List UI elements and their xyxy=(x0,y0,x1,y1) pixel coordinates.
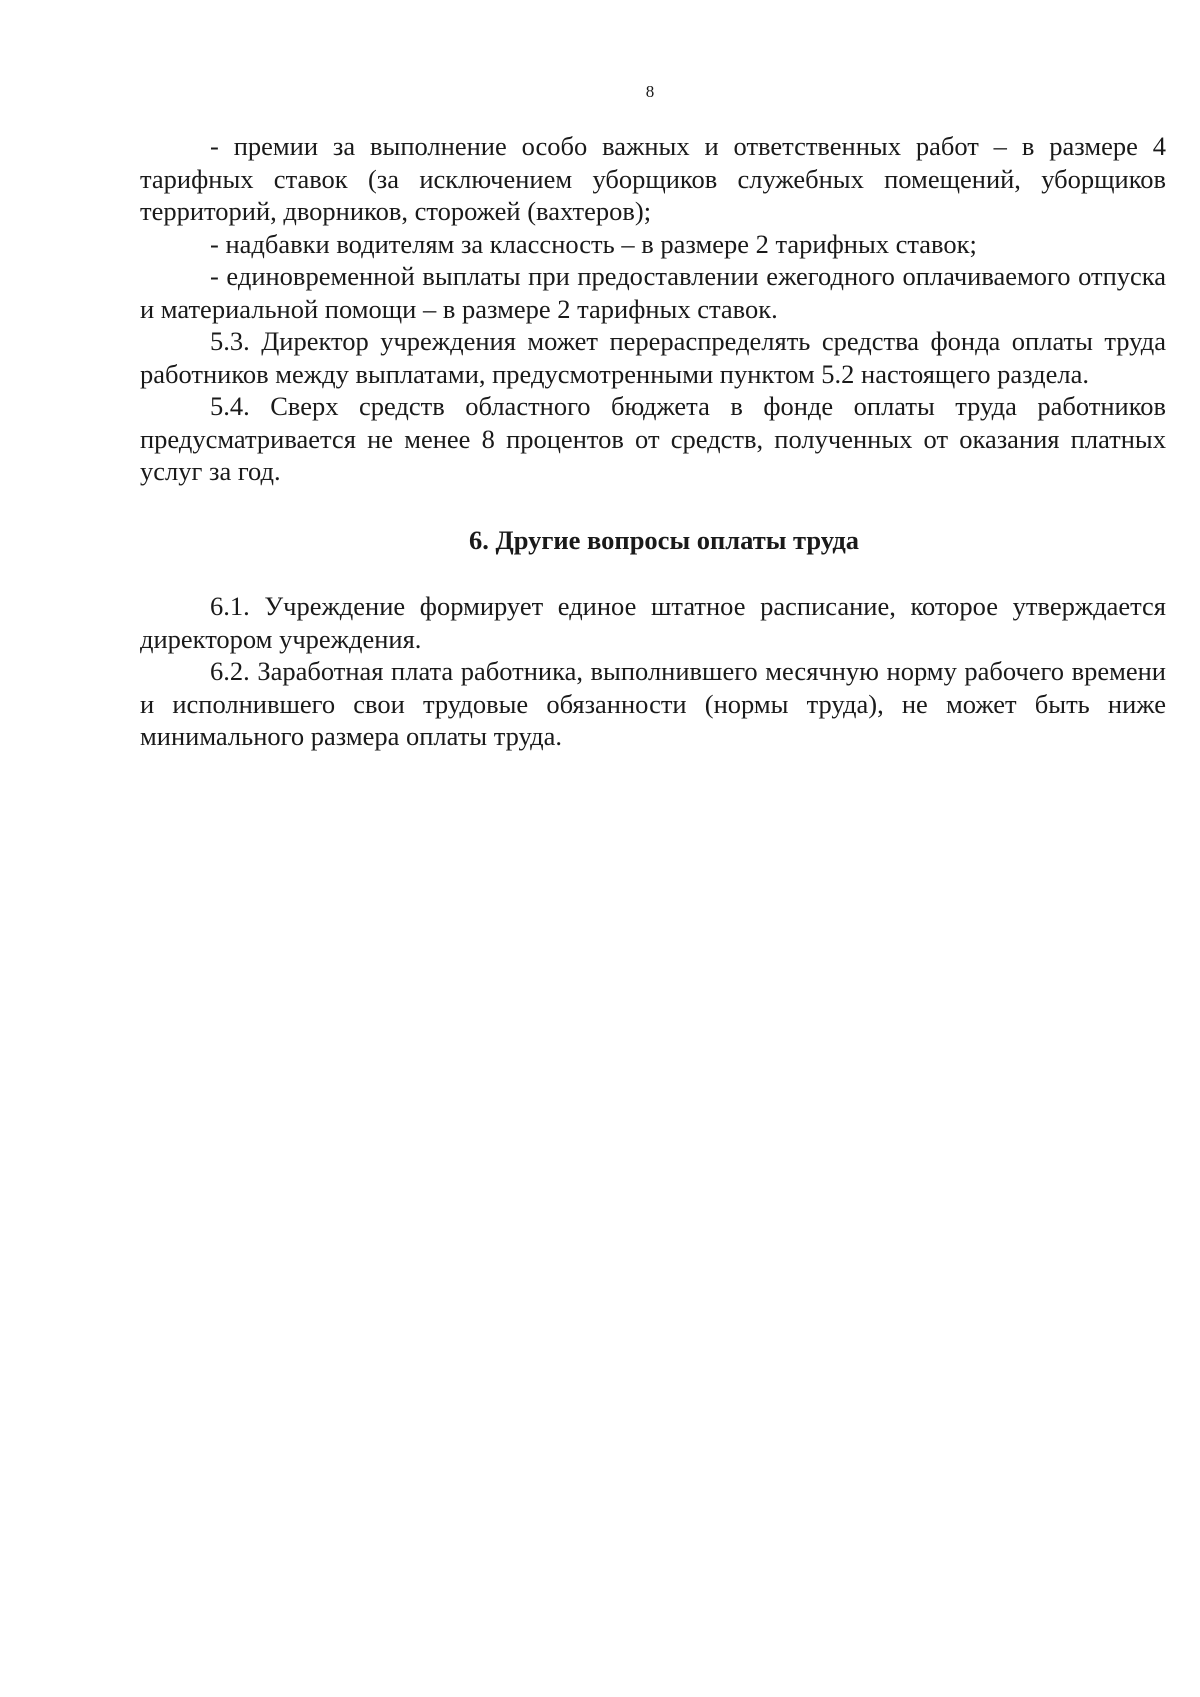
section-heading: 6. Другие вопросы оплаты труда xyxy=(468,524,860,555)
paragraph-6-1: 6.1. Учреждение формирует единое штатное расписание, которое утверждается директором учреждения. xyxy=(140,591,1166,654)
paragraph-one-time-payment: - единовременной выплаты при предоставлении ежегодного оплачиваемого отпуска и материальной помощи – в размере 2 тарифных ставок. xyxy=(140,261,1166,324)
paragraph-bonus-important-work: - премии за выполнение особо важных и ответственных работ – в размере 4 тарифных ставок (за исключением уборщиков служебных помещений, уборщиков территорий, дворников, сторожей (вахтеров); xyxy=(140,131,1166,226)
paragraph-driver-class-allowance: - надбавки водителям за классность – в размере 2 тарифных ставок; xyxy=(210,228,977,259)
document-body xyxy=(140,130,1166,753)
paragraph-5-4: 5.4. Сверх средств областного бюджета в фонде оплаты труда работников предусматривается не менее 8 процентов от средств, полученных от оказания платных услуг за год. xyxy=(140,391,1166,486)
paragraph-6-2: 6.2. Заработная плата работника, выполнившего месячную норму рабочего времени и исполнившего свои трудовые обязанности (нормы труда), не может быть ниже минимального размера оплаты труда. xyxy=(140,656,1166,751)
page-number: 8 xyxy=(645,82,655,101)
paragraph-5-3: 5.3. Директор учреждения может перераспределять средства фонда оплаты труда работников между выплатами, предусмотренными пунктом 5.2 настоящего раздела. xyxy=(140,326,1166,389)
